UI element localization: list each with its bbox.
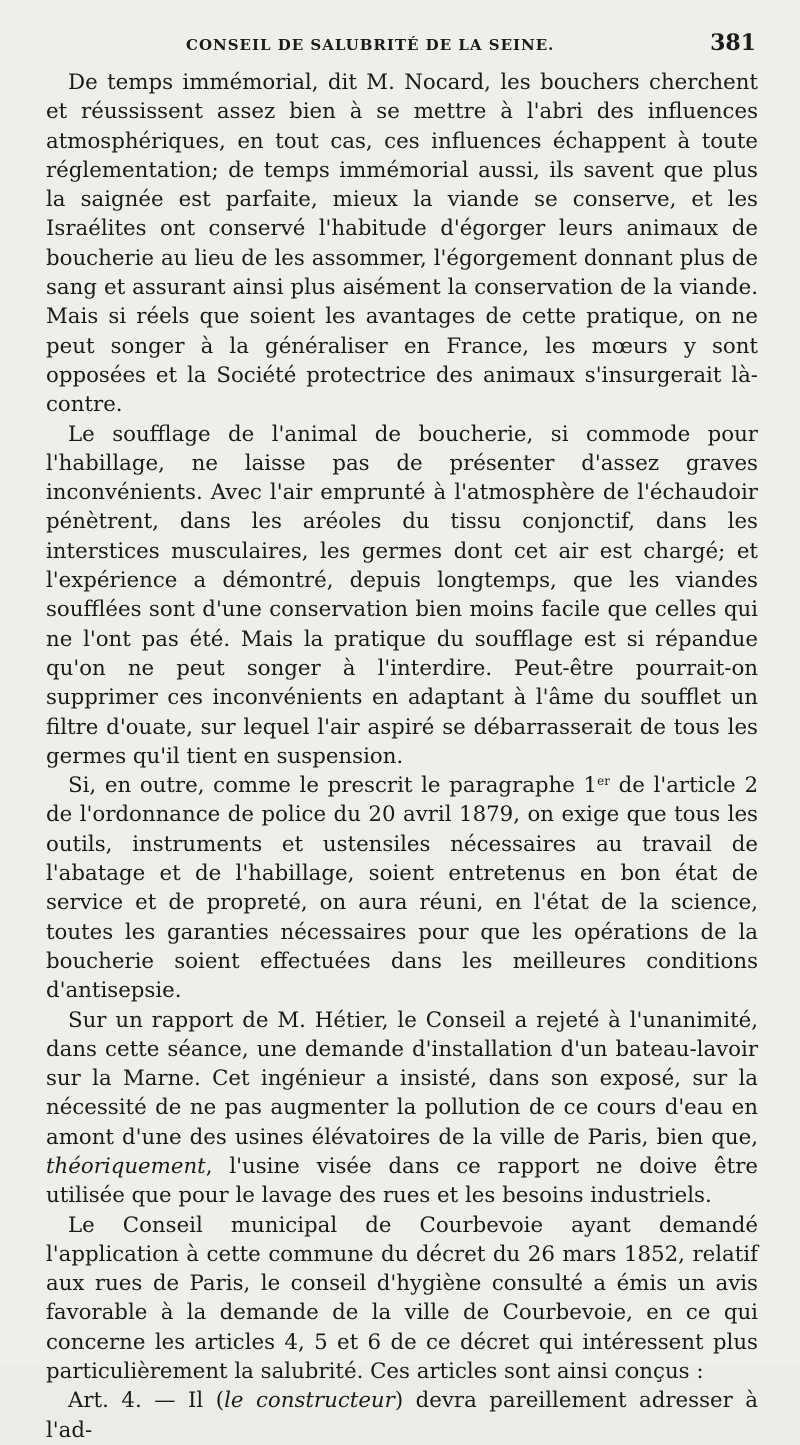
paragraph-text: , l'usine visée dans ce rapport ne doive être utilisée que pour le lavage des rues et les besoins industriels. — [46, 1153, 758, 1209]
paragraph-text: ) devra pareillement adresser à l'ad- — [46, 1388, 758, 1443]
paragraph-text: Si, en outre, comme le prescrit le paragraphe 1 — [68, 773, 598, 799]
paragraph — [46, 771, 758, 1005]
paragraph — [46, 1006, 758, 1211]
body-text — [46, 68, 758, 1445]
superscript: er — [597, 774, 610, 789]
paragraph-text: de l'article 2 de l'ordonnance de police du 20 avril 1879, on exige que tous les outils, instruments et ustensiles nécessaires au travail de l'abatage et de l'habillage, soient entretenus en bon état de service et de propreté, on aura réuni, en l'état de la science, toutes les garanties nécessaires pour que les opérations de la boucherie soient effectuées dans les meilleures conditions d'antisepsie. — [46, 773, 758, 1004]
paragraph: Le Conseil municipal de Courbevoie ayant demandé l'application à cette commune du décret du 26 mars 1852, relatif aux rues de Paris, le conseil d'hygiène consulté a émis un avis favorable à la demande de la ville de Courbevoie, en ce qui concerne les articles 4, 5 et 6 de ce décret qui intéressent plus particulièrement la salubrité. Ces articles sont ainsi conçus : — [46, 1212, 758, 1385]
page-number: 381 — [710, 30, 756, 56]
paragraph-text: Sur un rapport de M. Hétier, le Conseil a rejeté à l'unanimité, dans cette séance, une demande d'installation d'un bateau-lavoir sur la Marne. Cet ingénieur a insisté, dans son exposé, sur la nécessité de ne pas augmenter la pollution de ce cours d'eau en amont d'une des usines élévatoires de la ville de Paris, bien que, — [46, 1007, 758, 1150]
paragraph-text: Art. 4. — Il ( — [68, 1388, 225, 1414]
italic-text: théoriquement — [46, 1153, 206, 1179]
paragraph: De temps immémorial, dit M. Nocard, les bouchers cherchent et réussissent assez bien à se mettre à l'abri des influences atmosphériques, en tout cas, ces influences échappent à toute réglementation; de temps immémorial aussi, ils savent que plus la saignée est parfaite, mieux la viande se conserve, et les Israélites ont conservé l'habitude d'égorger leurs animaux de boucherie au lieu de les assommer, l'égorgement donnant plus de sang et assurant ainsi plus aisément la conservation de la viande. Mais si réels que soient les avantages de cette pratique, on ne peut songer à la généraliser en France, les mœurs y sont opposées et la Société protectrice des animaux s'insurgerait là-contre. — [46, 70, 758, 418]
running-title: CONSEIL DE SALUBRITÉ DE LA SEINE. — [186, 36, 555, 54]
paragraph — [46, 1386, 758, 1445]
running-head — [46, 30, 758, 66]
paragraph: Le soufflage de l'animal de boucherie, si commode pour l'habillage, ne laisse pas de présenter d'assez graves inconvénients. Avec l'air emprunté à l'atmosphère de l'échaudoir pénètrent, dans les aréoles du tissu conjonctif, dans les interstices musculaires, les germes dont cet air est chargé; et l'expérience a démontré, depuis longtemps, que les viandes soufflées sont d'une conservation bien moins facile que celles qui ne l'ont pas été. Mais la pratique du soufflage est si répandue qu'on ne peut songer à l'interdire. Peut-être pourrait-on supprimer ces inconvénients en adaptant à l'âme du soufflet un filtre d'ouate, sur lequel l'air aspiré se débarrasserait de tous les germes qu'il tient en suspension. — [46, 421, 758, 769]
italic-text: le constructeur — [224, 1388, 395, 1414]
